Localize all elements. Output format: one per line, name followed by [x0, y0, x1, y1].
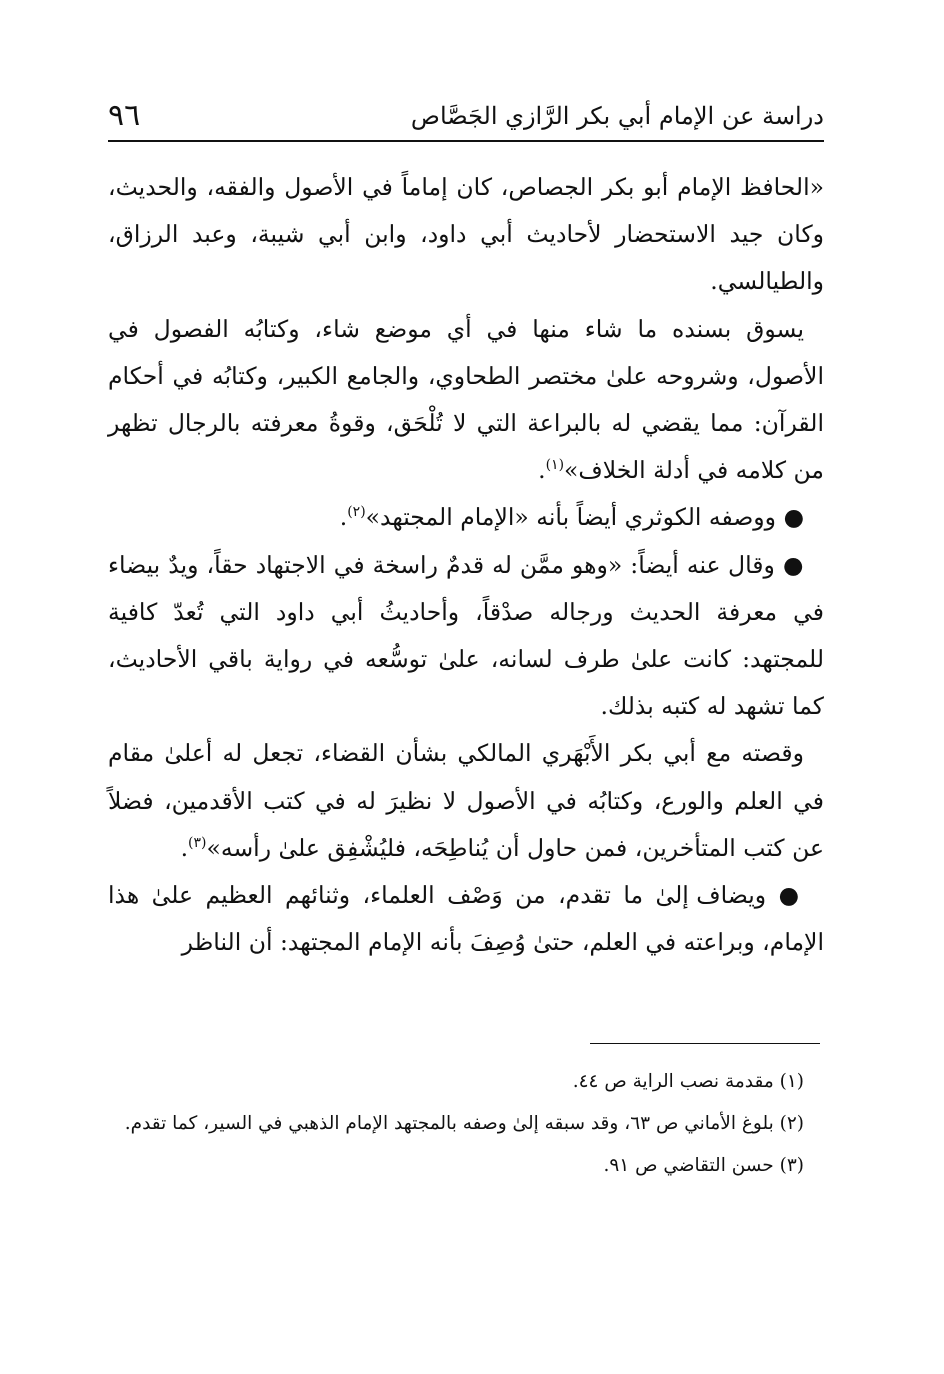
footnote-ref-2: (٢): [347, 504, 366, 521]
paragraph-3-text: ووصفه الكوثري أيضاً بأنه «الإمام المجتهد»: [365, 503, 776, 532]
paragraph-3-end: .: [339, 503, 348, 532]
footnotes: [108, 1061, 824, 1187]
footnote-ref-1: (١): [545, 457, 565, 474]
paragraph-6-text: ويضاف إلىٰ ما تقدم، من وَصْف العلماء، وثنائهم العظيم علىٰ هذا الإمام، وبراعته في العلم، حتىٰ وُصِفَ بأنه الإمام المجتهد: أن الناظر: [108, 881, 824, 957]
running-title: دراسة عن الإمام أبي بكر الرَّازي الجَصَّاص: [410, 102, 824, 130]
paragraph-2-end: .: [538, 456, 546, 485]
page-header: [108, 96, 824, 142]
paragraph-4: [108, 542, 824, 731]
paragraph-4-text: وقال عنه أيضاً: «وهو ممَّن له قدمٌ راسخة في الاجتهاد حقاً، ويدٌ بيضاء في معرفة الحديث ورجاله صدْقاً، وأحاديثُ أبي داود التي تُعدّ كافية للمجتهد: كانت علىٰ طرف لسانه، علىٰ توسُّعه في رواية باقي الأحاديث، كما تشهد له كتبه بذلك.: [108, 550, 824, 721]
bullet-icon: ●: [778, 881, 804, 910]
paragraph-2-text: يسوق بسنده ما شاء منها في أي موضع شاء، وكتابُه الفصول في الأصول، وشروحه علىٰ مختصر الطحاوي، والجامع الكبير، وكتابُه في أحكام القرآن: مما يقضي له بالبراعة التي لا تُلْحَق، وقوةُ معرفته بالرجال تظهر من كلامه في أدلة الخلاف»: [108, 314, 824, 485]
main-text: [108, 164, 824, 966]
footnote-1: (١) مقدمة نصب الراية ص ٤٤.: [572, 1071, 804, 1092]
paragraph-1: [108, 164, 824, 306]
footnote-ref-3: (٣): [188, 834, 207, 851]
paragraph-1-text: «الحافظ الإمام أبو بكر الجصاص، كان إماماً في الأصول والفقه، والحديث، وكان جيد الاستحضار لأحاديث أبي داود، وابن أبي شيبة، وعبد الرزاق، والطيالسي.: [108, 173, 824, 296]
footnote-2: (٢) بلوغ الأماني ص ٦٣، وقد سبقه إلىٰ وصفه بالمجتهد الإمام الذهبي في السير، كما تقدم.: [124, 1113, 804, 1134]
footnote-divider: [590, 1043, 820, 1044]
paragraph-5: [108, 730, 824, 872]
paragraph-3: [108, 494, 824, 541]
page-number: ٩٦: [108, 98, 141, 133]
bullet-icon: ●: [782, 550, 804, 579]
bullet-icon: ●: [783, 503, 804, 532]
footnote-3: (٣) حسن التقاضي ص ٩١.: [603, 1155, 804, 1176]
paragraph-2: [108, 306, 824, 495]
paragraph-5-end: .: [180, 833, 189, 862]
paragraph-6: [108, 872, 824, 966]
paragraph-5-text: وقصته مع أبي بكر الأَبْهَري المالكي بشأن القضاء، تجعل له أعلىٰ مقام في العلم والورع، وكتابُه في الأصول لا نظيرَ له في كتب الأقدمين، فضلاً عن كتب المتأخرين، فمن حاول أن يُناطِحَه، فليُشْفِق علىٰ رأسه»: [108, 739, 824, 862]
